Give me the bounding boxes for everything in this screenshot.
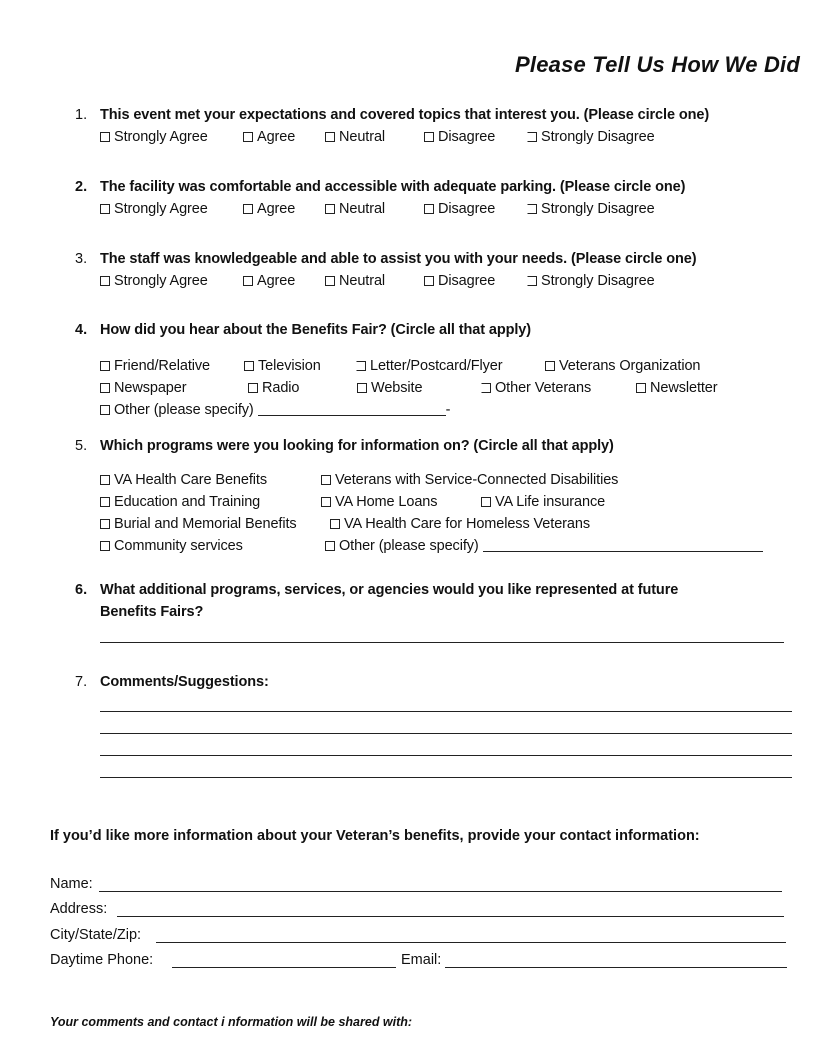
option-label: Neutral [339, 273, 386, 289]
checkbox-icon[interactable] [481, 383, 491, 393]
comment-line-2[interactable] [100, 733, 792, 734]
option-label: Other (please specify) [339, 538, 479, 554]
footer-note: Your comments and contact i nformation will be shared with: [50, 1015, 413, 1029]
option-radio[interactable] [248, 380, 299, 396]
checkbox-icon[interactable] [527, 204, 537, 214]
option-label: Strongly Disagree [541, 201, 655, 217]
daytime-phone-label: Daytime Phone: [50, 952, 154, 968]
checkbox-icon[interactable] [424, 204, 434, 214]
option-agree[interactable] [243, 129, 295, 145]
checkbox-icon[interactable] [636, 383, 646, 393]
option-newspaper[interactable] [100, 380, 186, 396]
option-va-home-loans[interactable] [321, 494, 437, 510]
name-label: Name: [50, 876, 93, 892]
option-letter-postcard-flyer[interactable] [356, 358, 502, 374]
question-text: Comments/Suggestions: [100, 674, 269, 690]
option-education-training[interactable] [100, 494, 260, 510]
email-label: Email: [401, 952, 442, 968]
checkbox-icon[interactable] [545, 361, 555, 371]
checkbox-icon[interactable] [100, 405, 110, 415]
address-field[interactable] [117, 916, 784, 917]
checkbox-icon[interactable] [100, 541, 110, 551]
option-label: VA Home Loans [335, 494, 438, 510]
option-burial-memorial[interactable] [100, 516, 297, 532]
option-label: Neutral [339, 129, 386, 145]
address-label: Address: [50, 901, 108, 917]
question-text: What additional programs, services, or agencies would you like represented at future [100, 582, 679, 598]
checkbox-icon[interactable] [481, 497, 491, 507]
option-label: Strongly Agree [114, 201, 208, 217]
option-label: Neutral [339, 201, 386, 217]
checkbox-icon[interactable] [248, 383, 258, 393]
option-va-life-insurance[interactable] [481, 494, 605, 510]
option-other-specify[interactable] [325, 538, 763, 554]
option-neutral[interactable] [325, 201, 385, 217]
comment-line-1[interactable] [100, 711, 792, 712]
option-label: Radio [262, 380, 300, 396]
option-strongly-agree[interactable] [100, 273, 208, 289]
checkbox-icon[interactable] [424, 276, 434, 286]
question-text: This event met your expectations and covered topics that interest you. (Please circle one) [100, 107, 710, 123]
option-strongly-agree[interactable] [100, 201, 208, 217]
question-number: 6. [75, 582, 88, 598]
checkbox-icon[interactable] [100, 475, 110, 485]
checkbox-icon[interactable] [325, 276, 335, 286]
option-strongly-disagree[interactable] [527, 129, 655, 145]
option-disagree[interactable] [424, 129, 495, 145]
checkbox-icon[interactable] [325, 132, 335, 142]
option-label: Website [371, 380, 423, 396]
option-service-connected-disabilities[interactable] [321, 472, 618, 488]
name-field[interactable] [99, 891, 782, 892]
option-website[interactable] [357, 380, 422, 396]
option-agree[interactable] [243, 201, 295, 217]
option-strongly-disagree[interactable] [527, 201, 655, 217]
option-other-veterans[interactable] [481, 380, 591, 396]
option-label: Strongly Agree [114, 273, 208, 289]
checkbox-icon[interactable] [356, 361, 366, 371]
option-label: Veterans with Service-Connected Disabilities [335, 472, 619, 488]
question-number: 5. [75, 438, 88, 454]
option-neutral[interactable] [325, 129, 385, 145]
option-friend-relative[interactable] [100, 358, 210, 374]
checkbox-icon[interactable] [321, 475, 331, 485]
option-label: Disagree [438, 273, 496, 289]
question-number: 4. [75, 322, 88, 338]
checkbox-icon[interactable] [100, 519, 110, 529]
option-agree[interactable] [243, 273, 295, 289]
question-number: 1. [75, 107, 88, 123]
daytime-phone-field[interactable] [172, 967, 396, 968]
option-disagree[interactable] [424, 273, 495, 289]
checkbox-icon[interactable] [527, 132, 537, 142]
option-label: VA Health Care for Homeless Veterans [344, 516, 590, 532]
other-specify-input[interactable] [258, 403, 446, 416]
checkbox-icon[interactable] [100, 497, 110, 507]
checkbox-icon[interactable] [244, 361, 254, 371]
comment-line-3[interactable] [100, 755, 792, 756]
question-text: The facility was comfortable and accessible with adequate parking. (Please circle one) [100, 179, 686, 195]
trailing-dash: - [445, 402, 451, 418]
email-field[interactable] [445, 967, 787, 968]
checkbox-icon[interactable] [243, 276, 253, 286]
option-label: VA Life insurance [495, 494, 606, 510]
checkbox-icon[interactable] [243, 132, 253, 142]
checkbox-icon[interactable] [100, 361, 110, 371]
question-number: 3. [75, 251, 88, 267]
option-label: Disagree [438, 201, 496, 217]
option-label: Burial and Memorial Benefits [114, 516, 297, 532]
checkbox-icon[interactable] [100, 132, 110, 142]
option-label: Newspaper [114, 380, 187, 396]
option-label: Newsletter [650, 380, 718, 396]
question-text-line2: Benefits Fairs? [100, 604, 204, 620]
option-disagree[interactable] [424, 201, 495, 217]
page-title: Please Tell Us How We Did [515, 52, 800, 77]
checkbox-icon[interactable] [330, 519, 340, 529]
checkbox-icon[interactable] [325, 541, 335, 551]
option-label: Strongly Disagree [541, 129, 655, 145]
other-specify-input[interactable] [483, 539, 763, 552]
option-label: Television [258, 358, 321, 374]
option-veterans-organization[interactable] [545, 358, 700, 374]
checkbox-icon[interactable] [100, 276, 110, 286]
option-label: Agree [257, 273, 296, 289]
option-television[interactable] [244, 358, 321, 374]
option-community-services[interactable] [100, 538, 243, 554]
option-label: Agree [257, 129, 296, 145]
checkbox-icon[interactable] [243, 204, 253, 214]
checkbox-icon[interactable] [100, 383, 110, 393]
option-label: Veterans Organization [559, 358, 701, 374]
option-label: Strongly Agree [114, 129, 208, 145]
answer-line[interactable] [100, 642, 784, 643]
option-label: Other (please specify) [114, 402, 254, 418]
checkbox-icon[interactable] [424, 132, 434, 142]
option-label: Community services [114, 538, 243, 554]
option-label: Disagree [438, 129, 496, 145]
contact-heading: If you’d like more information about your Veteran’s benefits, provide your contact information: [50, 828, 700, 844]
city-state-zip-label: City/State/Zip: [50, 927, 142, 943]
question-text: Which programs were you looking for information on? (Circle all that apply) [100, 438, 614, 454]
checkbox-icon[interactable] [357, 383, 367, 393]
option-label: VA Health Care Benefits [114, 472, 267, 488]
checkbox-icon[interactable] [325, 204, 335, 214]
checkbox-icon[interactable] [321, 497, 331, 507]
city-state-zip-field[interactable] [156, 942, 786, 943]
question-text: How did you hear about the Benefits Fair? (Circle all that apply) [100, 322, 531, 338]
option-label: Letter/Postcard/Flyer [370, 358, 503, 374]
comment-line-4[interactable] [100, 777, 792, 778]
option-label: Strongly Disagree [541, 273, 655, 289]
question-number: 7. [75, 674, 88, 690]
option-label: Friend/Relative [114, 358, 211, 374]
option-neutral[interactable] [325, 273, 385, 289]
option-label: Education and Training [114, 494, 261, 510]
option-strongly-disagree[interactable] [527, 273, 655, 289]
option-other-specify[interactable] [100, 402, 450, 418]
option-label: Agree [257, 201, 296, 217]
question-number: 2. [75, 179, 88, 195]
checkbox-icon[interactable] [100, 204, 110, 214]
option-va-health-care-benefits[interactable] [100, 472, 267, 488]
checkbox-icon[interactable] [527, 276, 537, 286]
option-newsletter[interactable] [636, 380, 718, 396]
option-strongly-agree[interactable] [100, 129, 208, 145]
option-label: Other Veterans [495, 380, 592, 396]
question-text: The staff was knowledgeable and able to assist you with your needs. (Please circle one) [100, 251, 697, 267]
option-homeless-veterans[interactable] [330, 516, 590, 532]
